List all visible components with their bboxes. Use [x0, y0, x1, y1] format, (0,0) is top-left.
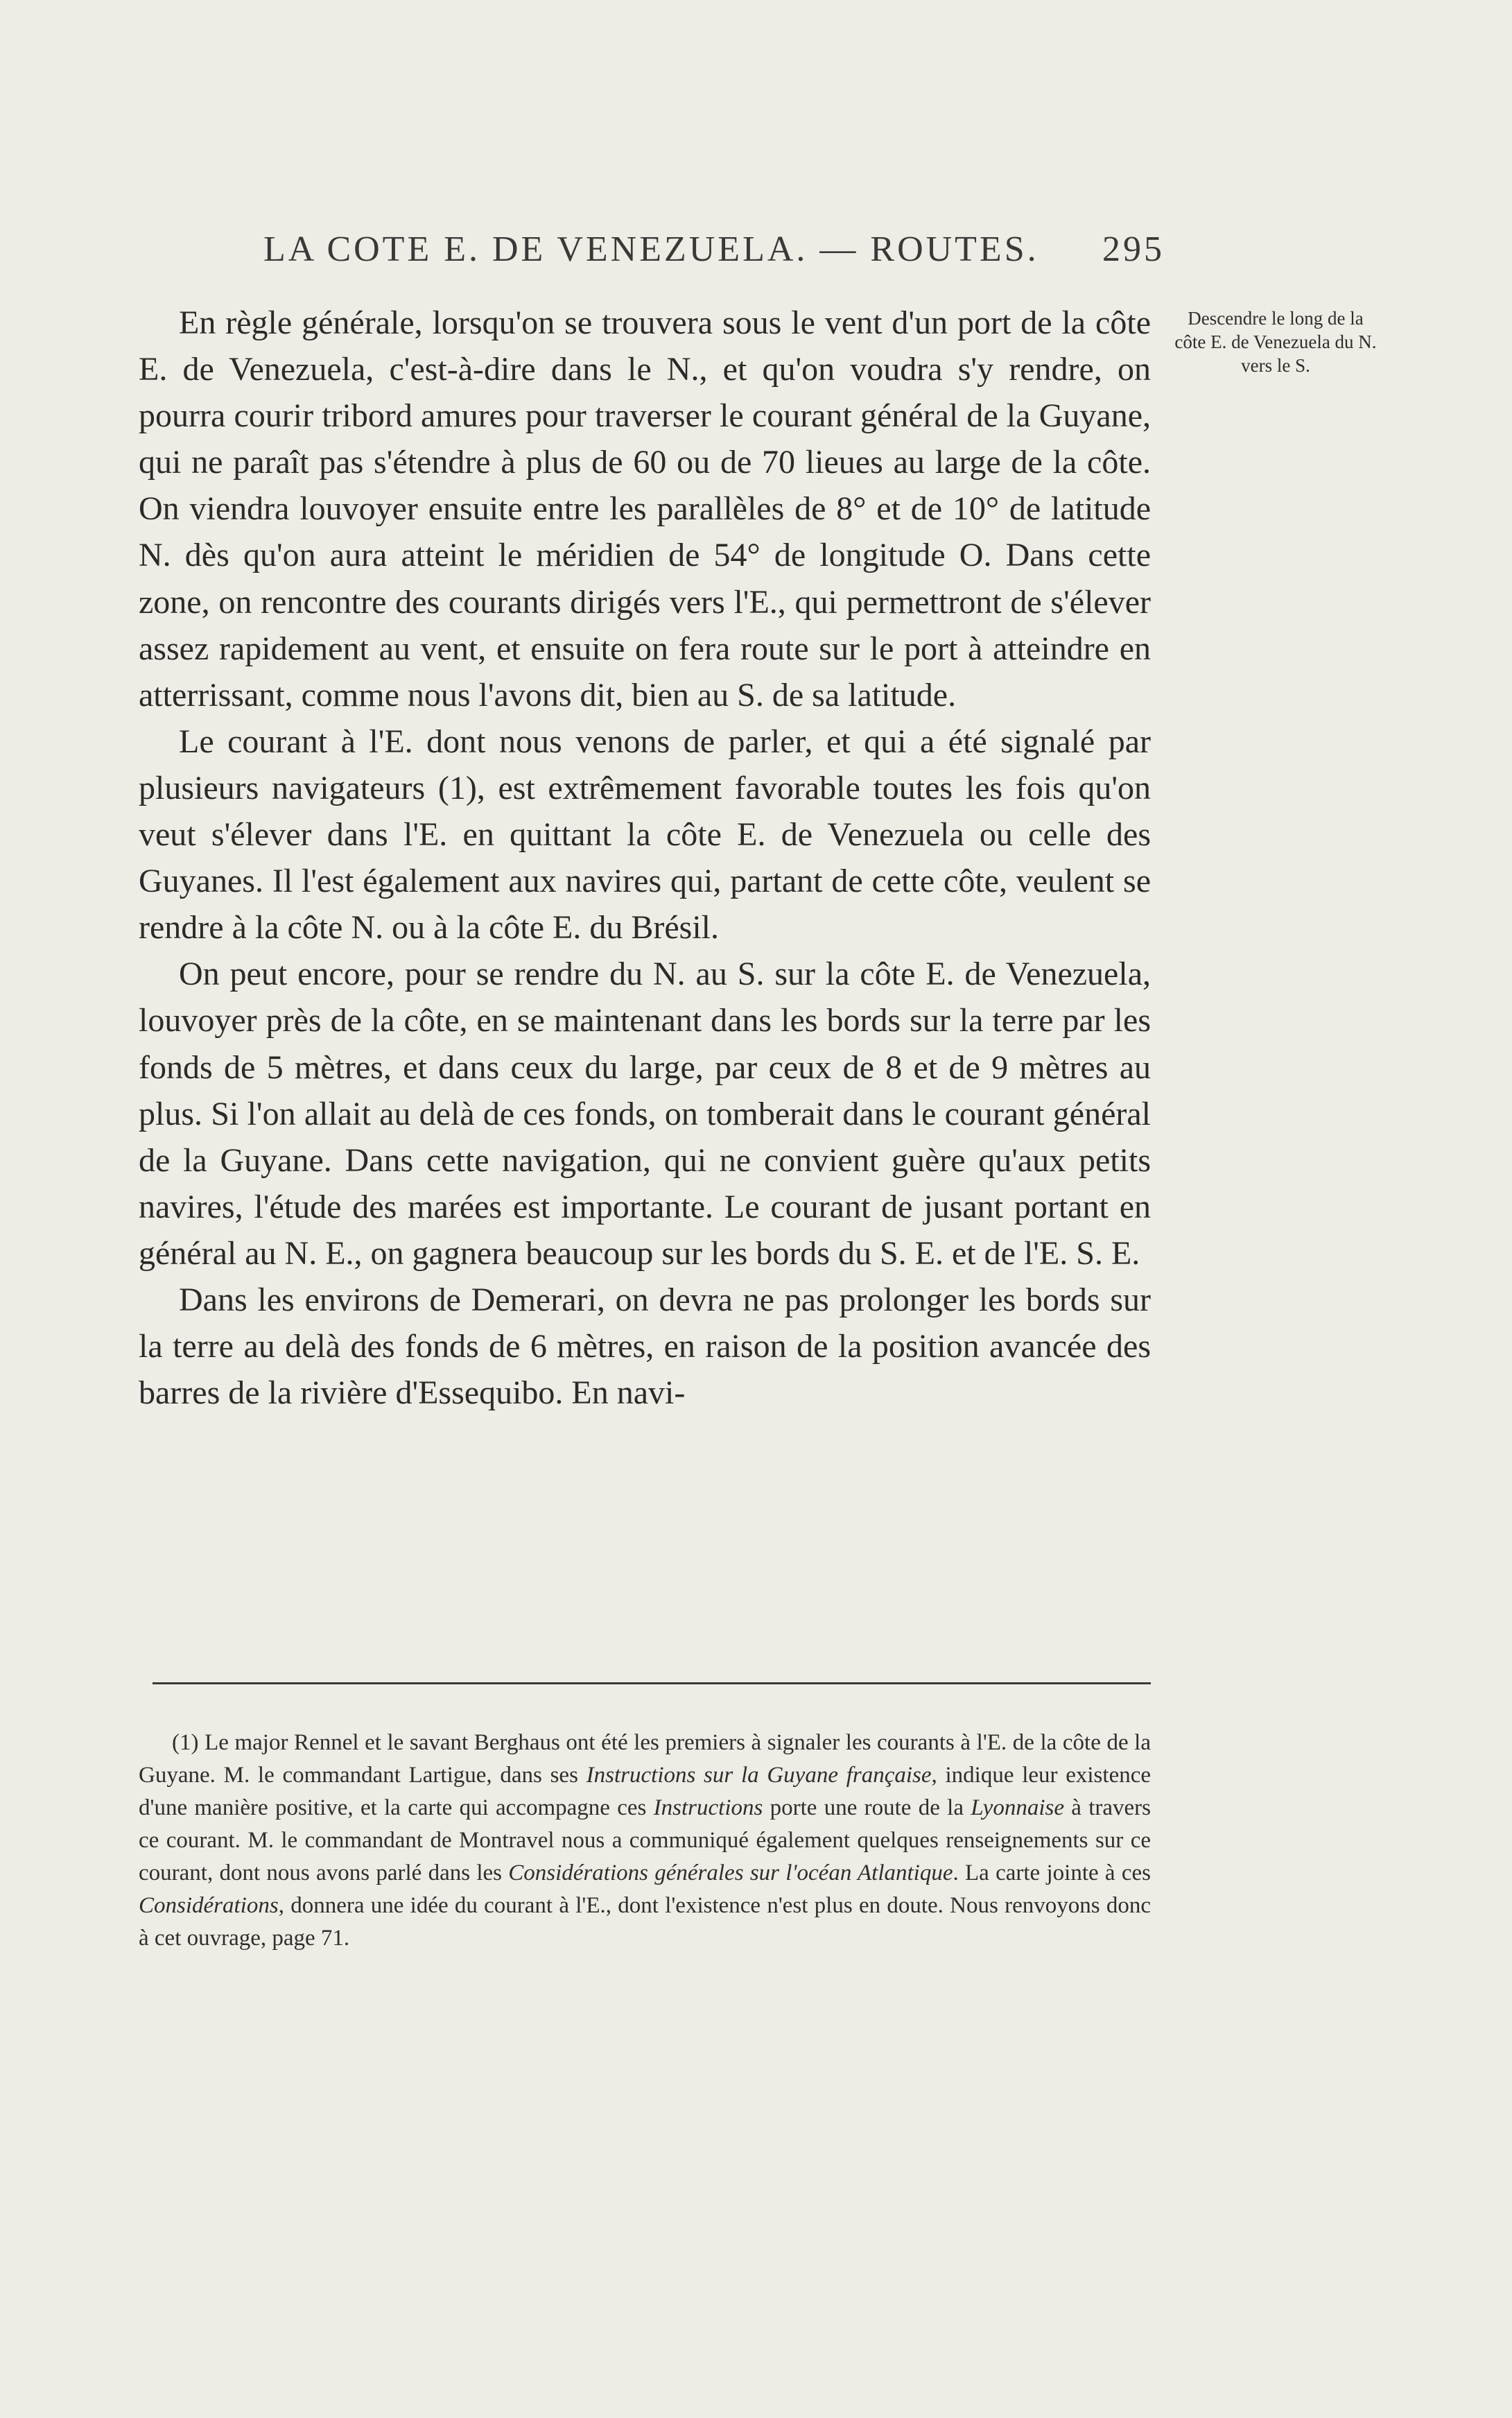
- footnote-text: . La carte jointe à ces: [953, 1860, 1151, 1885]
- paragraph: Le courant à l'E. dont nous venons de parler, et qui a été signalé par plusieurs navigateurs (1), est extrêmement favorable toutes les fois qu'on veut s'élever dans l'E. en quittant la côte E. de Venezuela ou celle des Guyanes. Il l'est également aux navires qui, partant de cette côte, veulent se rendre à la côte N. ou à la côte E. du Brésil.: [139, 723, 1151, 947]
- footnote-italic: Instructions sur la Guyane française: [586, 1763, 932, 1788]
- footnote-italic: Instructions: [653, 1795, 763, 1820]
- footnote: [139, 1727, 1151, 1955]
- footnote-text: , indique leur existence d'une manière positive, et la carte qui accompagne ces: [139, 1763, 1152, 1820]
- margin-note: Descendre le long de la côte E. de Venezuela du N. vers le S.: [1174, 308, 1377, 376]
- paragraph: On peut encore, pour se rendre du N. au S. sur la côte E. de Venezuela, louvoyer près de la côte, en se maintenant dans les bords sur la terre par les fonds de 5 mètres, et dans ceux du large, par ceux de 8 et de 9 mètres au plus. Si l'on allait au delà de ces fonds, on tomberait dans le courant général de la Guyane. Dans cette navigation, qui ne convient guère qu'aux petits navires, l'étude des marées est importante. Le courant de jusant portant en général au N. E., on gagnera beaucoup sur les bords du S. E. et de l'E. S. E.: [139, 956, 1151, 1272]
- footnote-italic: Considérations: [139, 1893, 279, 1918]
- footnote-paragraph: [139, 1727, 1151, 1955]
- footnote-text: Le major Rennel et le savant Berghaus ont été les premiers à signaler les courants à l'E. de la côte de la Guyane. M. le commandant Lartigue, dans ses: [139, 1730, 1151, 1788]
- running-header: [263, 229, 1165, 284]
- paragraph: En règle générale, lorsqu'on se trouvera sous le vent d'un port de la côte E. de Venezuela, c'est-à-dire dans le N., et qu'on voudra s'y rendre, on pourra courir tribord amures pour traverser le courant général de la Guyane, qui ne paraît pas s'étendre à plus de 60 ou de 70 lieues au large de la côte. On viendra louvoyer ensuite entre les parallèles de 8° et de 10° de latitude N. dès qu'on aura atteint le méridien de 54° de longitude O. Dans cette zone, on rencontre des courants dirigés vers l'E., qui permettront de s'élever assez rapidement au vent, et ensuite on fera route sur le port à atteindre en atterrissant, comme nous l'avons dit, bien au S. de sa latitude.: [139, 304, 1151, 714]
- paragraph: Dans les environs de Demerari, on devra ne pas prolonger les bords sur la terre au delà des fonds de 6 mètres, en raison de la position avancée des barres de la rivière d'Essequibo. En navi-: [139, 1281, 1151, 1412]
- footnote-text: porte une route de la: [763, 1795, 971, 1820]
- footnote-italic: Lyonnaise: [971, 1795, 1064, 1820]
- footnote-separator: [153, 1682, 1151, 1684]
- footnote-italic: Considérations générales sur l'océan Atlantique: [508, 1860, 953, 1885]
- footnote-marker: (1): [172, 1730, 199, 1755]
- page-number: 295: [1102, 230, 1165, 269]
- header-title: LA COTE E. DE VENEZUELA. — ROUTES.: [263, 230, 1039, 269]
- footnote-text: à travers ce courant. M. le commandant de Montravel nous a communiqué également quelques renseignements sur ce courant, dont nous avons parlé dans les: [139, 1795, 1151, 1885]
- main-text: [139, 300, 1151, 1416]
- footnote-text: , donnera une idée du courant à l'E., dont l'existence n'est plus en doute. Nous renvoyons donc à cet ouvrage, page 71.: [139, 1893, 1151, 1951]
